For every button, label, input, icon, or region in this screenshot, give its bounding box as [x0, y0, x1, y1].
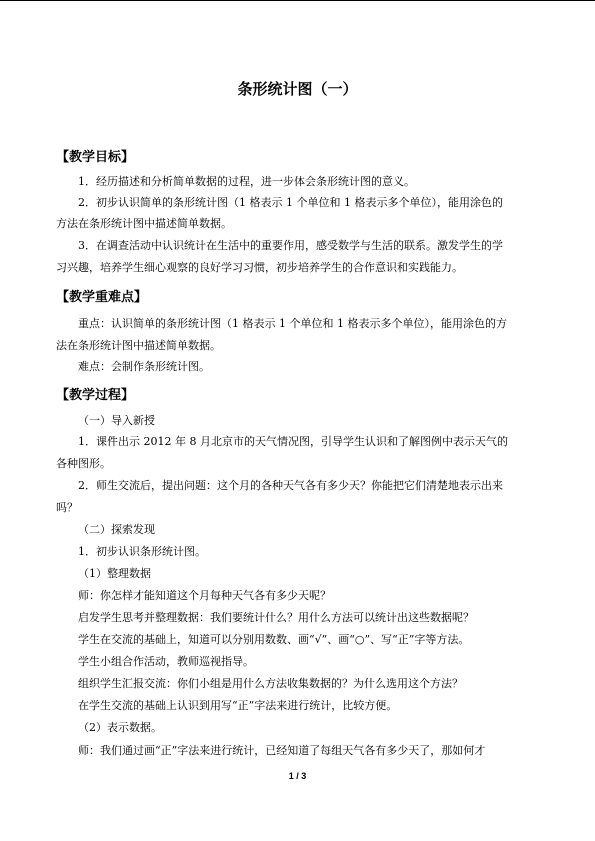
process-item-1-line-1: 1．课件出示 2012 年 8 月北京市的天气情况图，引导学生认识和了解图例中表示天气的 — [78, 435, 508, 448]
process-item-3: 1．初步认识条形统计图。 — [78, 545, 206, 558]
goal-2-line-1: 2．初步认识简单的条形统计图（1 格表示 1 个单位和 1 格表示多个单位），能用涂色的 — [78, 196, 503, 209]
process-subsection-2: （2）表示数据。 — [78, 721, 162, 734]
keypoint-1-line-1: 重点：认识简单的条形统计图（1 格表示 1 个单位和 1 格表示多个单位），能用涂色的方 — [78, 317, 507, 330]
process-text-4: 学生小组合作活动，教师巡视指导。 — [78, 655, 254, 668]
keypoint-2: 难点：会制作条形统计图。 — [78, 360, 210, 373]
document-title: 条形统计图（一） — [237, 80, 358, 98]
process-item-2-line-1: 2．师生交流后，提出问题：这个月的各种天气各有多少天？你能把它们清楚地表示出来 — [78, 479, 503, 492]
process-text-7: 师：我们通过画“正”字法来进行统计，已经知道了每组天气各有多少天了，那如何才 — [78, 744, 486, 757]
goal-2-line-2: 方法在条形统计图中描述简单数据。 — [56, 217, 232, 230]
process-text-5: 组织学生汇报交流：你们小组是用什么方法收集数据的？为什么选用这个方法？ — [78, 677, 463, 690]
process-item-2-line-2: 吗？ — [56, 501, 78, 514]
process-text-2: 启发学生思考并整理数据：我们要统计什么？用什么方法可以统计出这些数据呢？ — [78, 611, 474, 624]
process-text-6: 在学生交流的基础上认识到用写“正”字法来进行统计，比较方便。 — [78, 699, 398, 712]
page-number: 1 / 3 — [288, 771, 307, 781]
goal-1: 1．经历描述和分析简单数据的过程，进一步体会条形统计图的意义。 — [78, 175, 415, 188]
heading-keypoints: 【教学重难点】 — [56, 290, 148, 305]
process-subsection-1: （1）整理数据 — [78, 567, 151, 580]
process-text-1: 师：你怎样才能知道这个月每种天气各有多少天呢？ — [78, 589, 331, 602]
process-text-3: 学生在交流的基础上，知道可以分别用数数、画“√”、画“○”、写“正”字等方法。 — [78, 633, 470, 646]
heading-goals: 【教学目标】 — [56, 150, 135, 165]
goal-3-line-2: 习兴趣，培养学生细心观察的良好学习习惯，初步培养学生的合作意识和实践能力。 — [56, 261, 463, 274]
keypoint-1-line-2: 法在条形统计图中描述简单数据。 — [56, 339, 221, 352]
process-item-1-line-2: 各种图形。 — [56, 457, 111, 470]
process-section-1: （一）导入新授 — [78, 414, 155, 427]
goal-3-line-1: 3．在调查活动中认识统计在生活中的重要作用，感受数学与生活的联系。激发学生的学 — [78, 239, 503, 252]
heading-process: 【教学过程】 — [56, 388, 135, 403]
process-section-2: （二）探索发现 — [78, 523, 155, 536]
